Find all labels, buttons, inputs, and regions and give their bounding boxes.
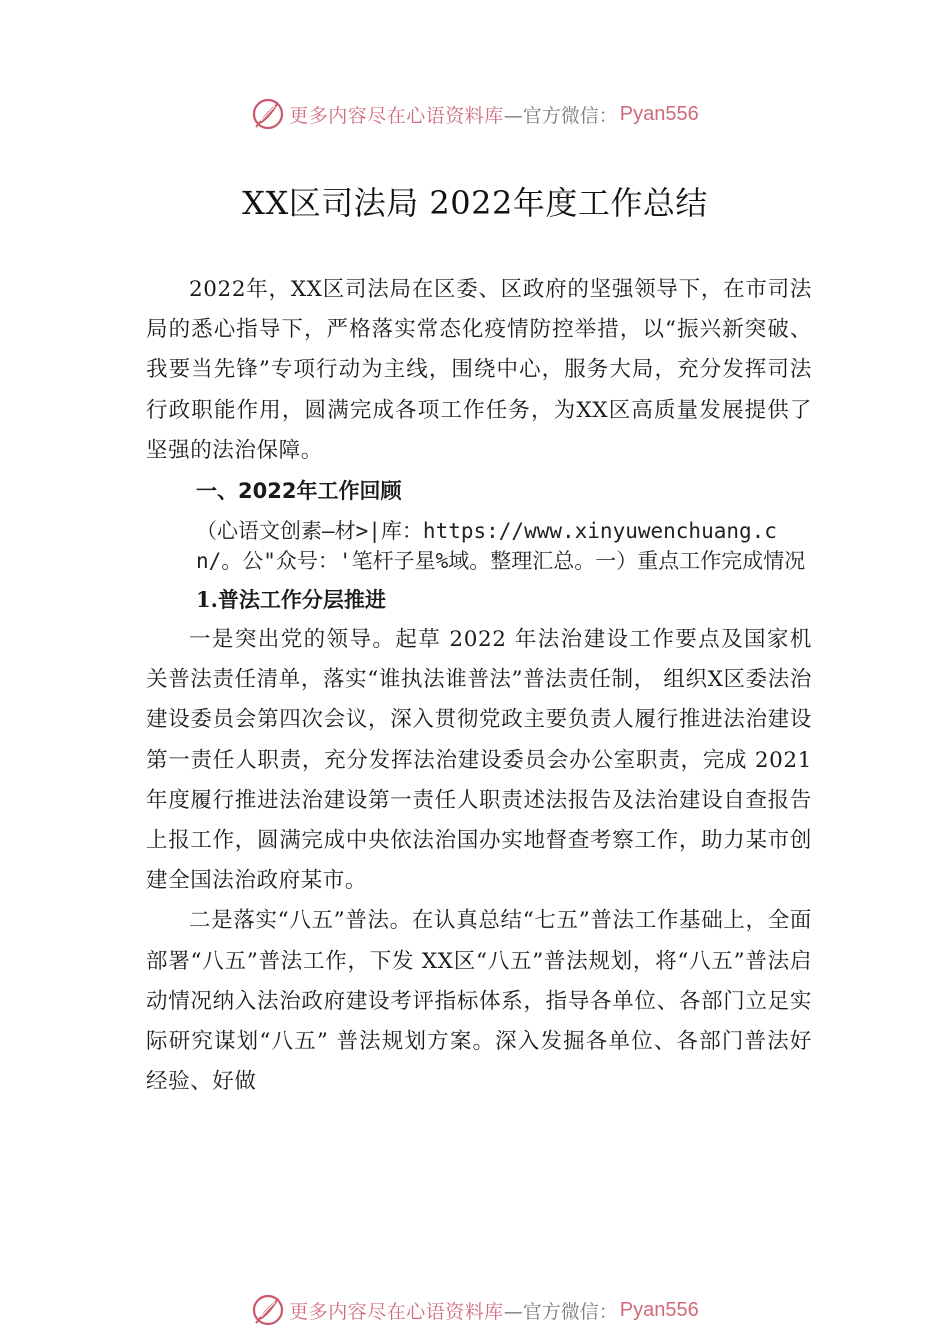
banner-wechat-id: Pyan556 xyxy=(619,1298,699,1321)
quill-logo-icon xyxy=(251,97,285,131)
banner-separator: —官方微信： xyxy=(503,1300,618,1323)
quill-logo-icon xyxy=(251,1293,285,1327)
subsection-heading: 1.普法工作分层推进 xyxy=(196,587,386,613)
section-heading: 一、2022年工作回顾 xyxy=(196,479,402,504)
intro-paragraph: 2022年，XX区司法局在区委、区政府的坚强领导下，在市司法局的悉心指导下，严格落实常态化疫情防控举措，以“振兴新突破、我要当先锋”专项行动为主线，围绕中心，服务大局，充分发挥司法行政职能作用，圆满完成各项工作任务，为XX区高质量发展提供了坚强的法治保障。 xyxy=(146,277,812,463)
body-paragraph-2: 二是落实“八五”普法。在认真总结“七五”普法工作基础上，全面部署“八五”普法工作，下发 XX区“八五”普法规划，将“八五”普法启动情况纳入法治政府建设考评指标体系，指导各单位、各部门立足实际研究谋划“八五” 普法规划方案。深入发掘各单位、各部门普法好经验、好做 xyxy=(146,908,812,1095)
document-title: XX区司法局 2022年度工作总结 xyxy=(242,184,708,222)
footer-banner xyxy=(0,1290,950,1330)
banner-separator: —官方微信： xyxy=(503,104,618,127)
banner-wechat-id: Pyan556 xyxy=(619,102,699,125)
body-paragraph-1: 一是突出党的领导。起草 2022 年法治建设工作要点及国家机关普法责任清单，落实“谁执法谁普法”普法责任制， 组织X区委法治建设委员会第四次会议，深入贯彻党政主要负责人履行推进法治建设第一责任人职责，充分发挥法治建设委员会办公室职责，完成 2021 年度履行推进法治建设第一责任人职责述法报告及法治建设自查报告上报工作，圆满完成中央依法治国办实地督查考察工作，助力某市创建全国法治政府某市。 xyxy=(146,627,812,894)
header-banner xyxy=(0,94,950,134)
banner-slogan: 更多内容尽在心语资料库 xyxy=(289,1300,504,1323)
source-note: （心语文创素—材>|库：https://www.xinyuwenchuang.cn/。公"众号：'笔杆子星%域。整理汇总。一）重点工作完成情况 xyxy=(196,519,806,573)
banner-slogan: 更多内容尽在心语资料库 xyxy=(289,104,504,127)
document-body xyxy=(146,270,812,1102)
